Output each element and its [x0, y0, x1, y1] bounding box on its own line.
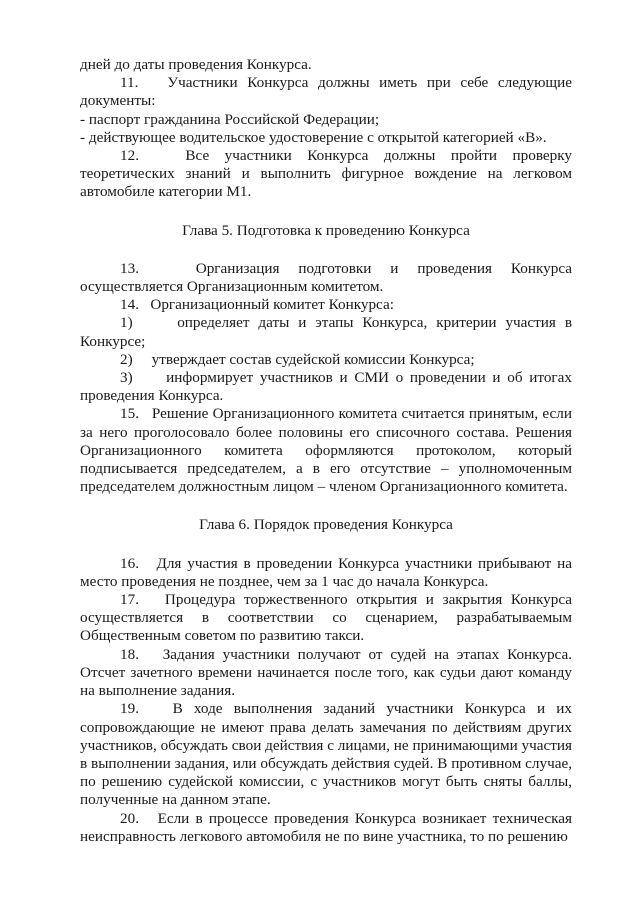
chapter-6-heading: Глава 6. Порядок проведения Конкурса: [199, 516, 453, 534]
paragraph-15: 15. Решение Организационного комитета считается принятым, если за него проголосовало более половины его списочного состава. Решения Организационного комитета оформляются протоколом, который подписывается председателем, а в его отсутствие – уполномоченным председателем должностным лицом – членом Организационного комитета.: [80, 405, 572, 496]
list-item: - действующее водительское удостоверение с открытой категорией «В».: [80, 128, 547, 146]
required-documents-list: [80, 111, 572, 147]
paragraph-14-item-3: 3) информирует участников и СМИ о проведении и об итогах проведения Конкурса.: [80, 369, 572, 405]
document-page: [80, 56, 572, 846]
paragraph-13: 13. Организация подготовки и проведения Конкурса осуществляется Организационным комитетом.: [80, 259, 572, 296]
paragraph-14-item-2: 2) утверждает состав судейской комиссии Конкурса;: [120, 350, 475, 368]
paragraph-18: 18. Задания участники получают от судей на этапах Конкурса. Отсчет зачетного времени начинается после того, как судьи дают команду на выполнение задания.: [80, 645, 572, 700]
paragraph-14-item-1: 1) определяет даты и этапы Конкурса, критерии участия в Конкурсе;: [80, 314, 572, 350]
paragraph-intro-tail: дней до даты проведения Конкурса.: [80, 56, 312, 73]
paragraph-11: 11. Участники Конкурса должны иметь при себе следующие документы:: [80, 74, 572, 110]
paragraph-12: 12. Все участники Конкурса должны пройти проверку теоретических знаний и выполнить фигурное вождение на легковом автомобиле категории М1.: [80, 147, 572, 201]
paragraph-20: 20. Если в процессе проведения Конкурса возникает техническая неисправность легкового автомобиля не по вине участника, то по решению: [80, 809, 572, 845]
paragraph-17: 17. Процедура торжественного открытия и закрытия Конкурса осуществляется в соответствии со сценарием, разрабатываемым Общественным советом по развитию такси.: [80, 591, 572, 645]
paragraph-14: 14. Организационный комитет Конкурса:: [120, 296, 394, 314]
list-item: - паспорт гражданина Российской Федерации;: [80, 110, 380, 128]
paragraph-19: 19. В ходе выполнения заданий участники Конкурса и их сопровождающие не имеют права делать замечания по действиям других участников, обсуждать свои действия с лицами, не принимающими участия в выполнении задания, или обсуждать действия судей. В противном случае, по решению судейской комиссии, с участников могут быть сняты баллы, полученные на данном этапе.: [80, 700, 572, 809]
paragraph-16: 16. Для участия в проведении Конкурса участники прибывают на место проведения не позднее, чем за 1 час до начала Конкурса.: [80, 554, 572, 590]
chapter-5-heading: Глава 5. Подготовка к проведению Конкурса: [182, 221, 470, 239]
